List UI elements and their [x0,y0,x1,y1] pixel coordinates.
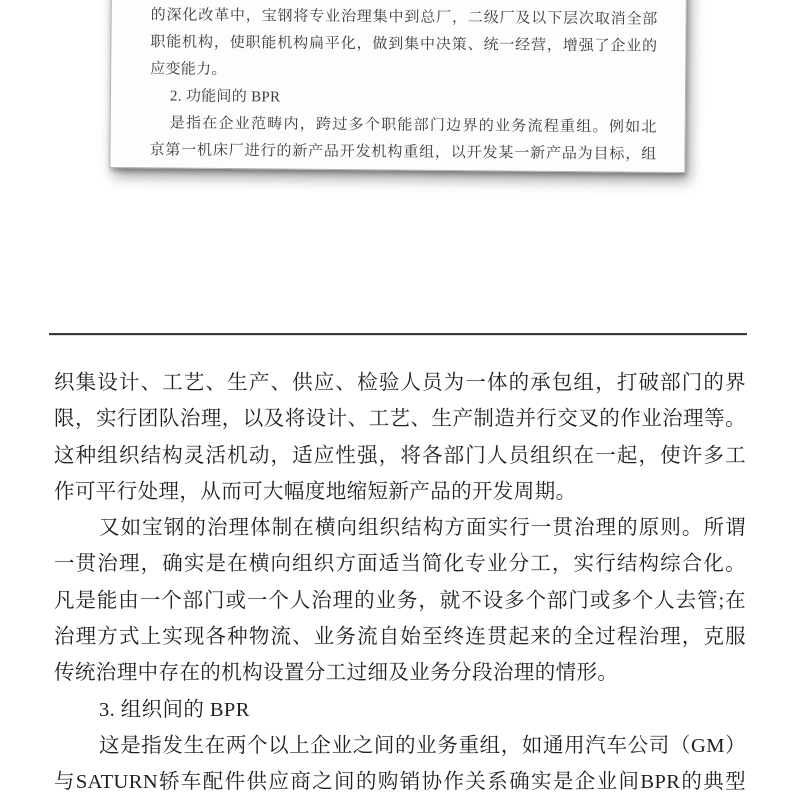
card-text-line: 京第一机床厂进行的新产品开发机构重组，以开发某一新产品为目标，组 [149,142,657,163]
body-text-line: 这种组织结构灵活机动，适应性强，将各部门人员组织在一起，使许多工 [54,444,746,467]
body-text-line: 又如宝钢的治理体制在横向组织结构方面实行一贯治理的原则。所谓 [99,517,746,540]
body-text-line: 传统治理中存在的机构设置分工过细及业务分段治理的情形。 [54,662,619,685]
card-text-line: 应变能力。 [150,61,227,79]
body-text-line: 织集设计、工艺、生产、供应、检验人员为一体的承包组，打破部门的界 [54,372,746,394]
card-heading-bpr-functional: 2. 功能间的 BPR [169,88,281,106]
body-text-line: 凡是能由一个部门或一个人治理的业务，就不设多个部门或多个人去管;在 [54,589,746,612]
body-text-line: 作可平行处理，从而可大幅度地缩短新产品的开发周期。 [54,480,577,503]
card-text-line: 是指在企业范畴内，跨过多个职能部门边界的业务流程重组。例如北 [169,115,657,136]
body-text-line: 与SATURN轿车配件供应商之间的购销协作关系确实是企业间BPR的典型 [54,771,746,794]
body-text-line: 一贯治理，确实是在横向组织方面适当简化专业分工，实行结构综合化。 [54,553,746,576]
body-text-line: 这是指发生在两个以上企业之间的业务重组，如通用汽车公司（GM） [99,734,746,757]
divider-rule [49,333,747,335]
document-body [54,365,746,800]
body-text-line: 限，实行团队治理，以及将设计、工艺、生产制造并行交叉的作业治理等。 [54,408,746,431]
body-heading-bpr-interorg: 3. 组织间的 BPR [99,698,250,721]
body-text-line: 治理方式上实现各种物流、业务流自始至终连贯起来的全过程治理，克服 [54,626,746,649]
scanned-page-card [109,0,687,173]
card-text-line: 的深化改革中，宝钢将专业治理集中到总厂，二级厂及以下层次取消全部 [150,7,658,28]
card-text-line: 职能机构，使职能机构扁平化，做到集中决策、统一经营，增强了企业的 [150,34,658,55]
